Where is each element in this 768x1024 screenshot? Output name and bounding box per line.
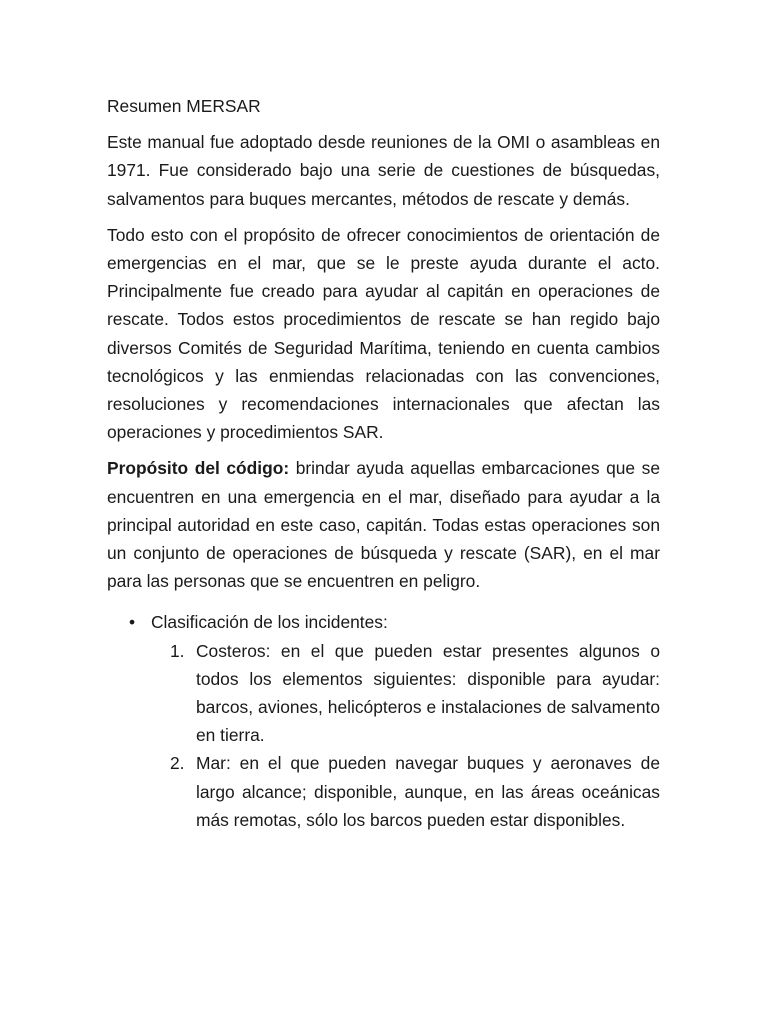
document-title: Resumen MERSAR (107, 96, 261, 116)
incident-type-list (107, 637, 660, 834)
list-item-text: Costeros: en el que pueden estar presentes algunos o todos los elementos siguientes: disponible para ayudar: barcos, aviones, helicópteros e instalaciones de salvamento en tierra. (196, 640, 660, 746)
bullet-text: Clasificación de los incidentes: (151, 612, 388, 633)
list-item-number: 1. (170, 640, 185, 661)
document-page (107, 92, 660, 834)
bullet-item (107, 608, 660, 636)
paragraph-intro: Este manual fue adoptado desde reuniones de la OMI o asambleas en 1971. Fue considerado bajo una serie de cuestiones de búsquedas, salvamentos para buques mercantes, métodos de rescate y demás. (107, 132, 660, 209)
bullet-icon: • (129, 612, 136, 633)
code-purpose-label: Propósito del código: (107, 458, 290, 479)
code-purpose-text: brindar ayuda aquellas embarcaciones que se encuentren en una emergencia en el mar, diseñado para ayudar a la principal autoridad en este caso, capitán. Todas estas operaciones son un conjunto de operaciones de búsqueda y rescate (SAR), en el mar para las personas que se encuentren en peligro. (107, 458, 660, 592)
paragraph-code-purpose (107, 454, 660, 595)
list-item (107, 749, 660, 834)
list-item-text: Mar: en el que pueden navegar buques y aeronaves de largo alcance; disponible, aunque, en las áreas oceánicas más remotas, sólo los barcos pueden estar disponibles. (196, 753, 660, 830)
list-item (107, 637, 660, 750)
list-item-number: 2. (170, 753, 185, 774)
incident-classification (107, 608, 660, 834)
paragraph-purpose-context: Todo esto con el propósito de ofrecer conocimientos de orientación de emergencias en el mar, que se le preste ayuda durante el acto. Principalmente fue creado para ayudar al capitán en operaciones de rescate. Todos estos procedimientos de rescate se han regido bajo diversos Comités de Seguridad Marítima, teniendo en cuenta cambios tecnológicos y las enmiendas relacionadas con las convenciones, resoluciones y recomendaciones internacionales que afectan las operaciones y procedimientos SAR. (107, 224, 660, 443)
